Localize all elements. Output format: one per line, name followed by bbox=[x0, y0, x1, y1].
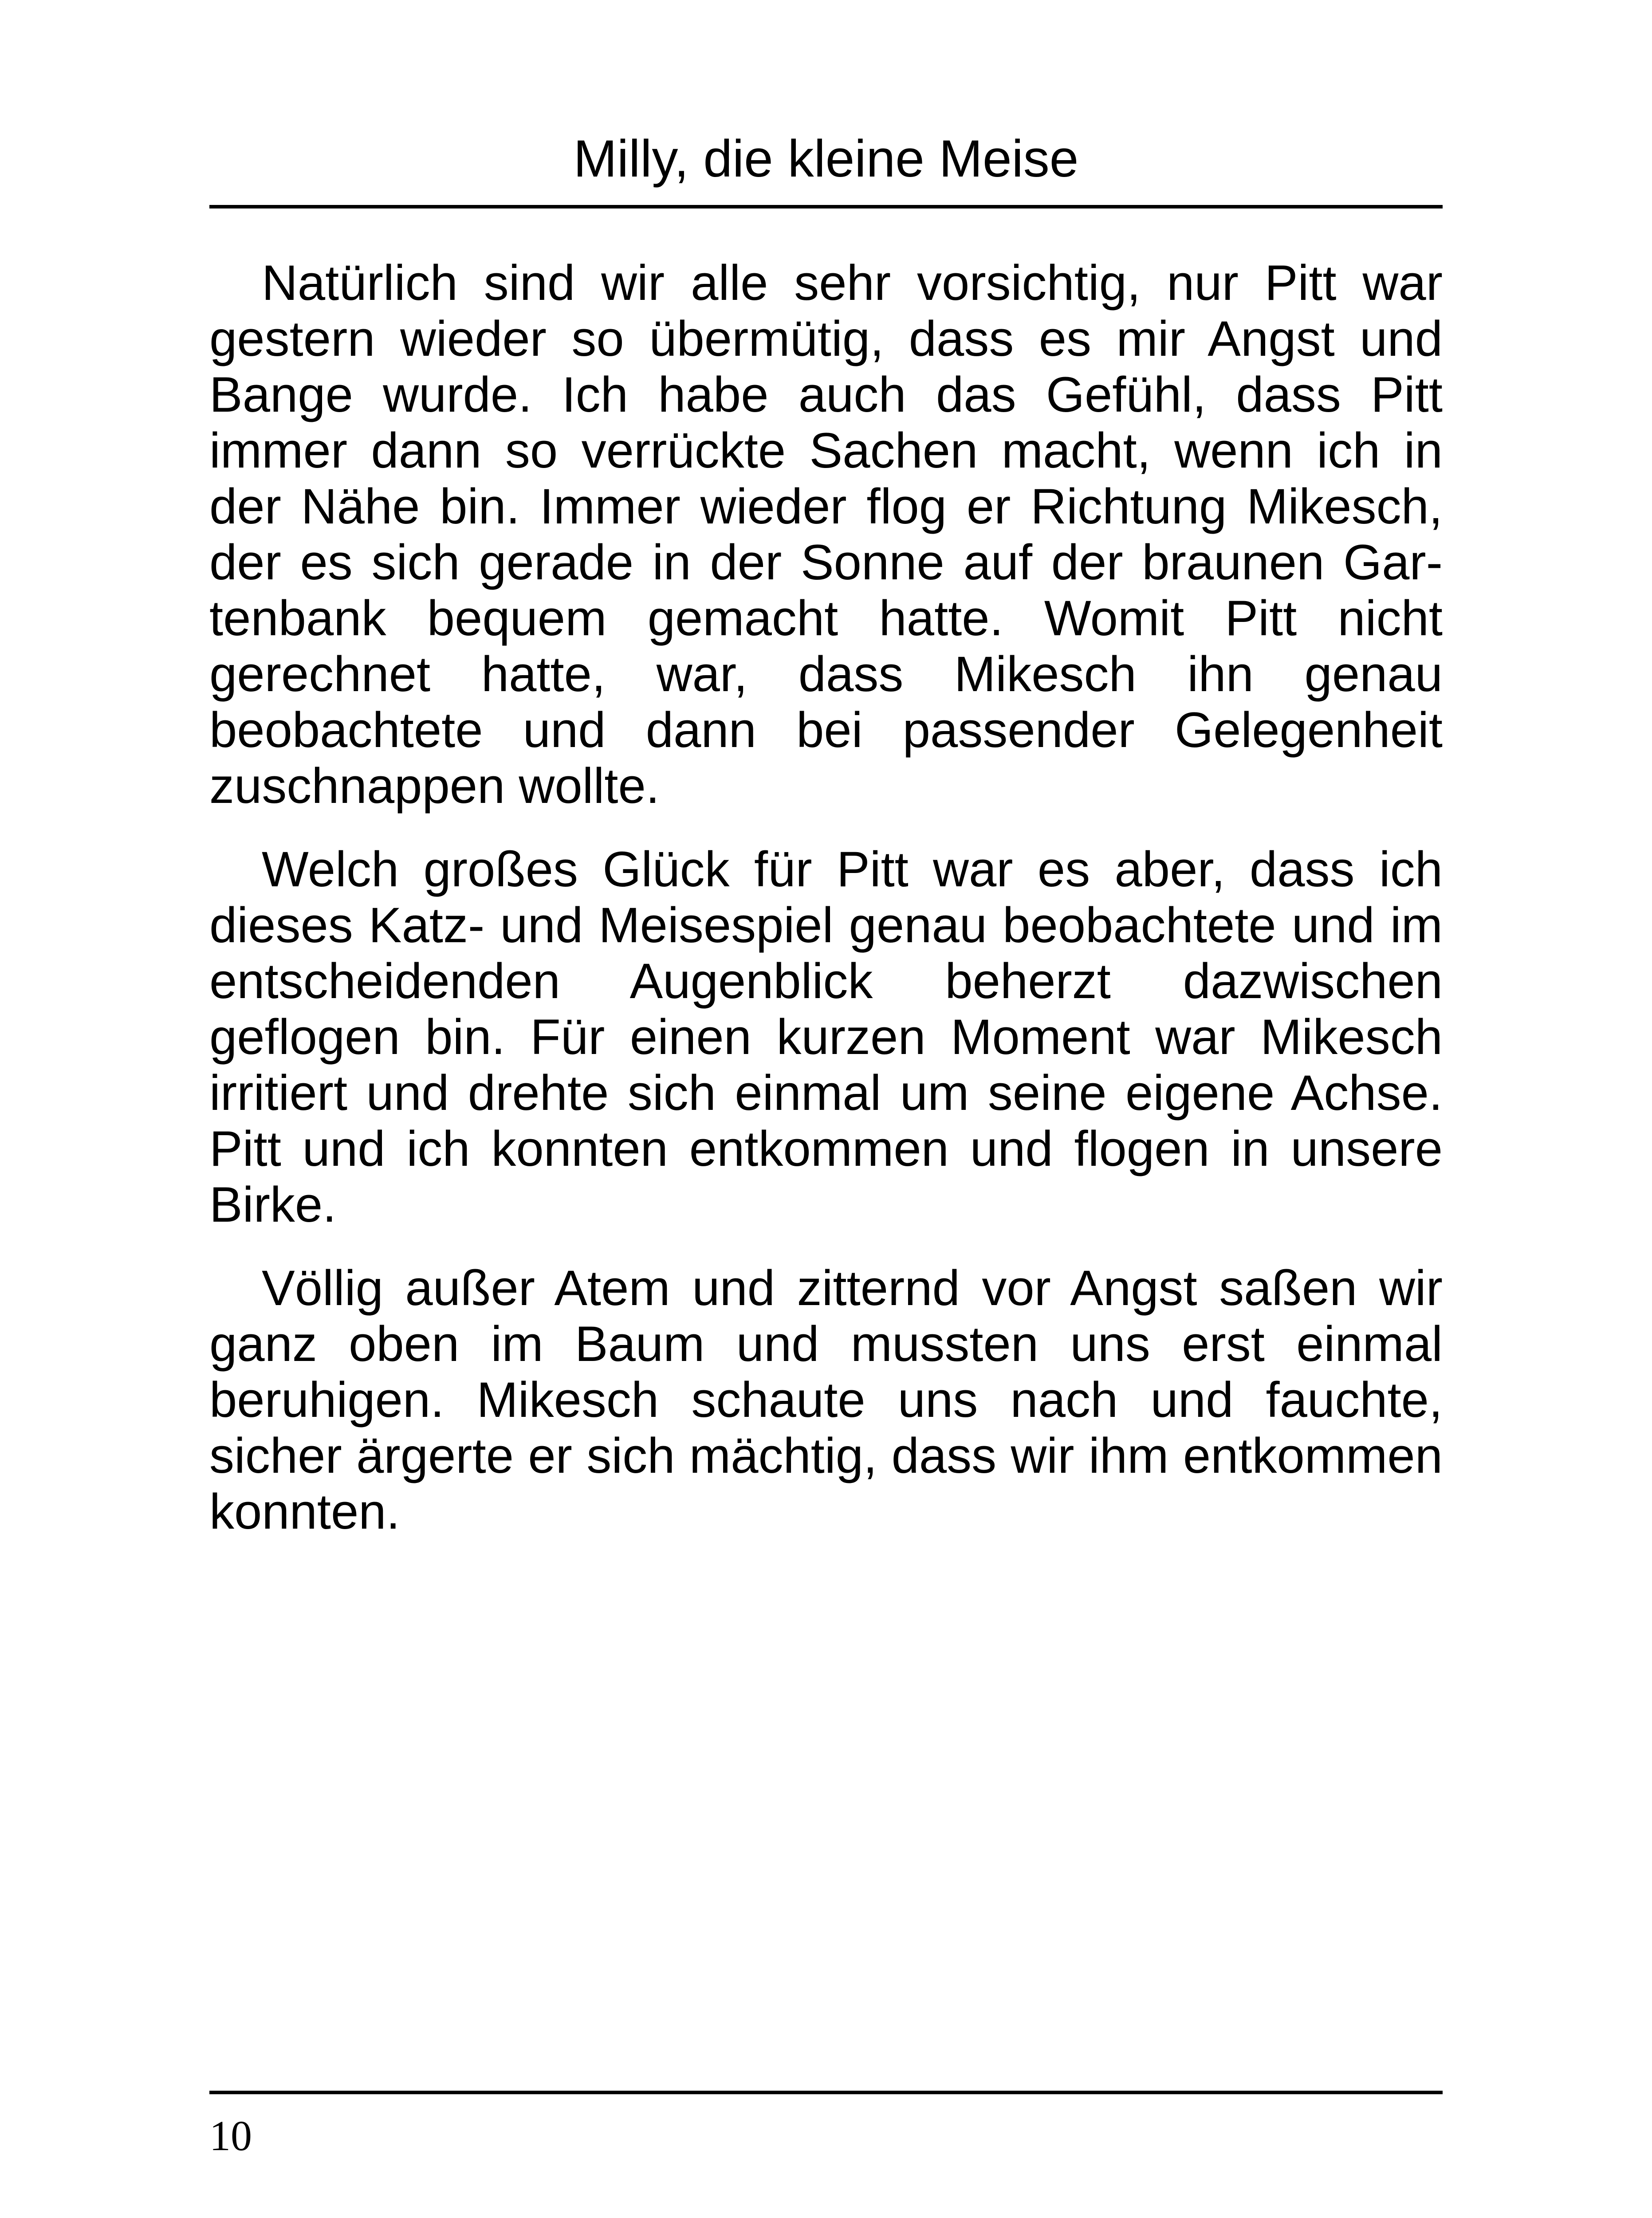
footer-rule bbox=[209, 2091, 1443, 2094]
page-number: 10 bbox=[209, 2112, 252, 2159]
header-rule bbox=[209, 205, 1443, 208]
paragraph-1: Natürlich sind wir alle sehr vorsichtig, nur Pitt war gestern wieder so übermütig, dass es mir Angst und Bange wurde. Ich habe auch das Gefühl, dass Pitt immer dann so verrückte Sachen macht, wenn ich in der Nähe bin. Immer wieder flog er Richtung Mikesch, der es sich gerade in der Sonne auf der braunen Gartenbank bequem gemacht hatte. Womit Pitt nicht gerechnet hatte, war, dass Mikesch ihn genau beobachtete und dann bei passender Gelegenheit zuschnappen wollte. bbox=[209, 255, 1443, 814]
paragraph-2: Welch großes Glück für Pitt war es aber, dass ich dieses Katz- und Meisespiel genau beobachtete und im entscheidenden Augenblick beherzt dazwischen geflogen bin. Für einen kurzen Moment war Mikesch irritiert und drehte sich einmal um seine eigene Achse. Pitt und ich konnten entkommen und flogen in unsere Birke. bbox=[209, 842, 1443, 1232]
running-header: Milly, die kleine Meise bbox=[573, 130, 1079, 188]
body-text bbox=[209, 255, 1443, 1567]
paragraph-3: Völlig außer Atem und zitternd vor Angst saßen wir ganz oben im Baum und mussten uns erst einmal beruhigen. Mikesch schaute uns nach und fauchte, sicher ärgerte er sich mächtig, dass wir ihm entkommen konnten. bbox=[209, 1260, 1443, 1539]
